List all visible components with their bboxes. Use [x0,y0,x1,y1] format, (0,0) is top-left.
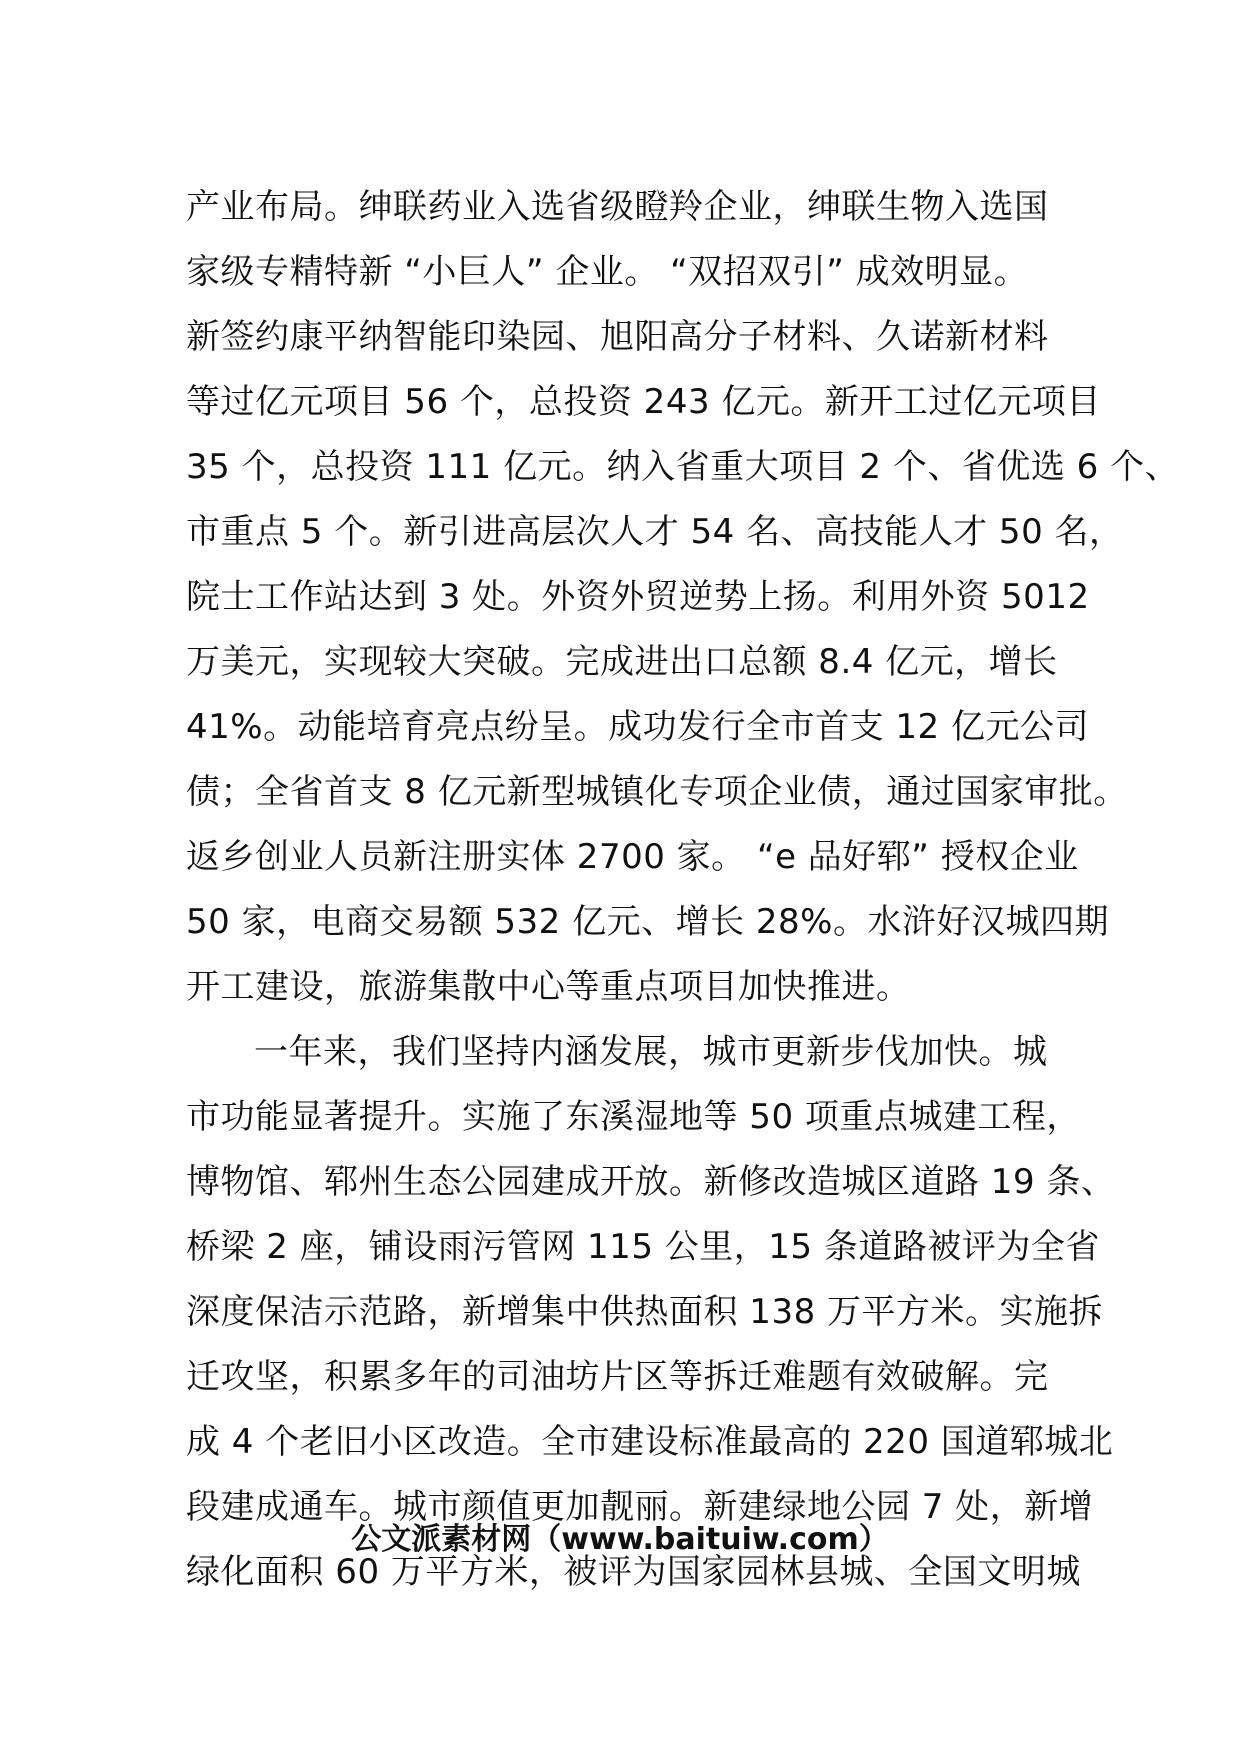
text-line: 等过亿元项目 56 个，总投资 243 亿元。新开工过亿元项目 [186,382,1101,422]
body-text [186,175,1180,1605]
text-line: 新签约康平纳智能印染园、旭阳高分子材料、久诺新材料 [186,317,1049,357]
text-line: 开工建设，旅游集散中心等重点项目加快推进。 [186,967,911,1007]
text-line: 41%。动能培育亮点纷呈。成功发行全市首支 12 亿元公司 [186,707,1089,747]
text-line: 返乡创业人员新注册实体 2700 家。 “e 品好郓” 授权企业 [186,837,1079,877]
text-line: 成 4 个老旧小区改造。全市建设标准最高的 220 国道郓城北 [186,1422,1114,1462]
text-line: 绿化面积 60 万平方米，被评为国家园林县城、全国文明城 [186,1552,1081,1592]
text-line: 35 个，总投资 111 亿元。纳入省重大项目 2 个、省优选 6 个、 [186,447,1180,487]
page-footer: 公文派素材网（www.baituiw.com） [351,1522,889,1557]
text-line: 债；全省首支 8 亿元新型城镇化专项企业债，通过国家审批。 [186,772,1128,812]
text-line: 50 家，电商交易额 532 亿元、增长 28%。水浒好汉城四期 [186,902,1109,942]
text-line: 深度保洁示范路，新增集中供热面积 138 万平方米。实施拆 [186,1292,1104,1332]
text-line: 桥梁 2 座，铺设雨污管网 115 公里，15 条道路被评为全省 [186,1227,1100,1267]
text-line: 市重点 5 个。新引进高层次人才 54 名、高技能人才 50 名， [186,512,1124,552]
text-line: 院士工作站达到 3 处。外资外贸逆势上扬。利用外资 5012 [186,577,1090,617]
text-line: 市功能显著提升。实施了东溪湿地等 50 项重点城建工程， [186,1097,1081,1137]
paragraph-first-line: 一年来，我们坚持内涵发展，城市更新步伐加快。城 [254,1032,1048,1072]
text-line: 万美元，实现较大突破。完成进出口总额 8.4 亿元，增长 [186,642,1058,682]
text-line: 段建成通车。城市颜值更加靓丽。新建绿地公园 7 处，新增 [186,1487,1094,1527]
text-line: 博物馆、郓州生态公园建成开放。新修改造城区道路 19 条、 [186,1162,1116,1202]
text-line: 家级专精特新 “小巨人” 企业。 “双招双引” 成效明显。 [186,252,1029,292]
text-line: 迁攻坚，积累多年的司油坊片区等拆迁难题有效破解。完 [186,1357,1049,1397]
text-line: 产业布局。绅联药业入选省级瞪羚企业，绅联生物入选国 [186,187,1049,227]
